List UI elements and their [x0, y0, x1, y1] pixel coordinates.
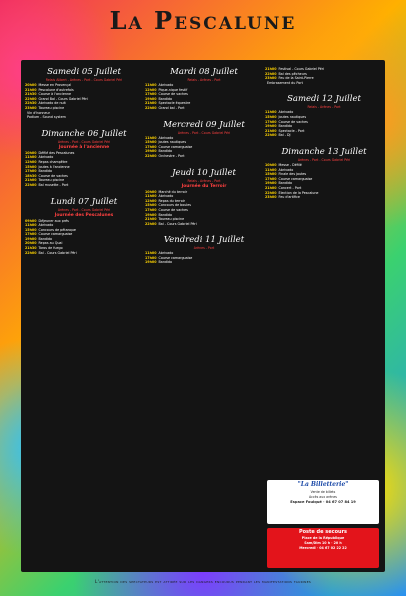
day-title: Mardi 08 Juillet [170, 67, 238, 77]
spacer [145, 159, 263, 165]
safety-footer: L'attention des spectateurs est attirée sur les dangers encourus pendant les manifestations taurines [94, 580, 312, 585]
event-name: Élection de la Pescalune [278, 190, 319, 195]
event-time: 11h00 [145, 83, 157, 87]
event-name: Course de vaches [38, 173, 68, 178]
event-time: 22h00 [145, 105, 157, 110]
event-name: Embrasement du Port [267, 80, 303, 85]
event-time: 15h00 [145, 203, 157, 208]
event-name: Défilé des Pescalunes [38, 150, 75, 155]
event-time: 23h00 [265, 76, 277, 81]
first-aid-box [267, 528, 379, 568]
event-name: Spectacle - Port [278, 128, 305, 133]
event-time: 10h00 [145, 189, 157, 194]
event-time: 17h00 [145, 255, 157, 260]
spacer [145, 111, 263, 117]
event-name: Vin d'honneur [27, 110, 50, 115]
spacer [265, 138, 383, 144]
event-name: Déjeuner aux prés [38, 218, 69, 223]
event-name: Abrivado [278, 110, 294, 115]
day-title: Mercredi 09 Juillet [163, 119, 245, 130]
day-section [145, 235, 263, 271]
day-title: Dimanche 06 Juillet [41, 128, 127, 139]
event-name: Joutes nautiques [158, 140, 187, 145]
event-time: 20h00 [25, 83, 37, 87]
event-time: 22h00 [25, 182, 37, 187]
first-aid-line: Mercredi · 04 67 02 22 22 [299, 546, 347, 550]
event-name: Feu de la Saint-Pierre [278, 76, 314, 81]
event-name: Bal - Cours Gabriel Péri [158, 221, 197, 226]
event-name: Course camarguaise [158, 255, 193, 260]
day-title: Jeudi 10 Juillet [172, 167, 236, 178]
event-time: 17h00 [25, 169, 37, 174]
event-time: 17h00 [25, 232, 37, 237]
event-time: 22h00 [265, 133, 277, 138]
event-time: 12h00 [25, 159, 37, 164]
day-title: Samedi 12 Juillet [287, 94, 361, 105]
event-time: 10h00 [25, 150, 37, 155]
day-section [145, 120, 263, 165]
billetterie-title: "La Billetterie" [297, 481, 349, 488]
event-name: Finale des joutes [278, 172, 307, 177]
day-theme: Journée à l'ancienne [58, 144, 110, 150]
event-name: Abrivado [158, 194, 174, 199]
day-venues: Arènes - Port [193, 246, 215, 251]
event-time: 18h30 [25, 173, 37, 178]
event-time: 15h00 [265, 114, 277, 119]
event-name: Bandido [158, 260, 173, 265]
event-name: Bandido [158, 149, 173, 154]
first-aid-line: Place de la République [301, 536, 345, 540]
day-venues: Arènes - Port - Cours Gabriel Péri [57, 139, 111, 144]
event-time: 22h30 [25, 101, 37, 106]
event-name: Bal musette - Port [38, 182, 69, 187]
event-name: Abrivado [38, 155, 54, 160]
event-name: Course camarguaise [278, 176, 313, 181]
spacer [25, 120, 143, 126]
billetterie-line: Accès aux arènes [309, 495, 337, 499]
event-name: Course de vaches [158, 92, 188, 97]
event-name: Joutes nautiques [278, 114, 307, 119]
event-name: Abrivado [38, 223, 54, 228]
event-time: 17h00 [145, 144, 157, 149]
day-venues: Relais - Arènes - Port [307, 105, 341, 110]
event-name: Repas du terroir [158, 198, 186, 203]
event-time: 09h00 [25, 218, 37, 223]
event-time: 22h00 [265, 190, 277, 195]
event-name: Bal - Cours Gabriel Péri [38, 250, 77, 255]
event-time: 12h00 [145, 198, 157, 203]
event-name: Abrivado [158, 83, 174, 87]
event-name: Bandido [278, 181, 293, 186]
spacer [145, 265, 263, 271]
day-section [25, 67, 143, 126]
event-name: Bandido [38, 169, 53, 174]
event-name: Spectacle équestre [158, 101, 191, 106]
event-name: Course de vaches [278, 119, 308, 124]
day-title: Dimanche 13 Juillet [281, 146, 367, 157]
event-name: Marché du terroir [158, 189, 188, 194]
day-section [25, 129, 143, 194]
event-time: 19h00 [145, 96, 157, 101]
event-name: Abrivado [158, 251, 174, 256]
event-name: Repas au Quai [38, 241, 63, 246]
day-section [265, 147, 383, 206]
event-time: 15h00 [25, 227, 37, 232]
event-time: 21h00 [25, 87, 37, 92]
event-name: Orchestre - Port [158, 153, 185, 158]
event-name: Course camarguaise [38, 232, 73, 237]
spacer [145, 226, 263, 232]
event-time: 22h00 [25, 250, 37, 255]
billetterie-line: Espace Foulqué · 04 67 07 84 19 [290, 500, 356, 504]
first-aid-line: Sam/Dim 10 h · 20 h [304, 541, 342, 545]
event-time: 17h00 [265, 119, 277, 124]
event-time: 11h00 [265, 110, 277, 115]
event-name: Grand Bal - Cours Gabriel Péri [38, 96, 88, 101]
event-name: Repas champêtre [38, 159, 68, 164]
spacer [25, 188, 143, 194]
event-time: 11h00 [145, 135, 157, 140]
event-name: Taureau piscine [158, 217, 185, 222]
event-time: 19h00 [145, 260, 157, 265]
first-aid-title: Poste de secours [298, 529, 348, 535]
day-venues: Arènes - Port - Cours Gabriel Péri [297, 157, 351, 162]
event-time: 11h00 [25, 223, 37, 228]
event-time: 21h30 [25, 92, 37, 97]
spacer [265, 85, 383, 91]
day-section [265, 67, 383, 91]
event-time: 11h00 [145, 251, 157, 256]
event-name: Course de vaches [158, 207, 188, 212]
event-time: 11h00 [265, 167, 277, 172]
poster-title: La Pescalune [109, 6, 297, 35]
day-section [25, 197, 143, 262]
event-time: 19h00 [265, 124, 277, 129]
event-name: Joutes à l'ancienne [38, 164, 70, 169]
event-name: Course à l'ancienne [38, 92, 72, 97]
event-time: 21h00 [265, 67, 277, 71]
program-board [21, 60, 385, 572]
day-section [265, 94, 383, 144]
event-name: Abrivado [158, 135, 174, 140]
event-name: Pescalune d'autrefois [38, 87, 74, 92]
event-time: 17h00 [145, 92, 157, 97]
column-1 [25, 64, 143, 261]
day-section [145, 168, 263, 233]
day-title: Lundi 07 Juillet [50, 196, 118, 207]
event-time: 21h00 [145, 101, 157, 106]
event-name: Bandido [158, 212, 173, 217]
event-name: Messe en Provençal [38, 83, 72, 87]
event-time: 22h00 [25, 96, 37, 101]
spacer [25, 255, 143, 261]
event-time: 22h00 [265, 71, 277, 76]
event-time: 22h00 [145, 221, 157, 226]
day-title: Samedi 05 Juillet [47, 67, 121, 77]
event-name: Bandido [158, 96, 173, 101]
event-name: Pique-nique festif [158, 87, 188, 92]
event-time: 20h00 [25, 241, 37, 246]
event-name: Bal des pêcheurs [278, 71, 307, 76]
day-venues: Arènes - Port - Cours Gabriel Péri [177, 130, 231, 135]
event-time: 22h00 [145, 153, 157, 158]
billetterie-box [267, 480, 379, 524]
event-name: Abrivado [278, 167, 294, 172]
event-name: Festival - Cours Gabriel Péri [278, 67, 325, 71]
spacer [265, 200, 383, 206]
day-venues: Relais - Arènes - Port [187, 78, 221, 82]
event-name: Concert - Port [278, 185, 302, 190]
day-venues: Relais Alibert - Arènes - Port - Cours Gabriel Péri [45, 78, 123, 82]
event-time: 15h00 [265, 172, 277, 177]
day-venues: Relais - Arènes - Port [187, 178, 221, 183]
event-time: 19h00 [25, 236, 37, 241]
event-name: Messe - Défilé [278, 162, 302, 167]
event-name: Taureau piscine [38, 105, 65, 110]
event-time: 15h00 [145, 140, 157, 145]
event-time: 17h00 [265, 176, 277, 181]
event-name: Concours de boules [158, 203, 192, 208]
day-section [145, 67, 263, 117]
day-venues: Arènes - Port - Cours Gabriel Péri [57, 207, 111, 212]
event-time: 10h00 [265, 162, 277, 167]
day-theme: Journée des Pescalunes [54, 212, 114, 218]
event-time: 23h00 [25, 105, 37, 110]
event-time: 12h00 [145, 87, 157, 92]
event-time: 21h30 [25, 246, 37, 251]
event-time: 23h00 [265, 195, 277, 200]
event-name: Bandido [38, 236, 53, 241]
event-name: Bandido [278, 124, 293, 129]
event-time: 21h00 [265, 128, 277, 133]
event-name: Toros de fuego [38, 246, 63, 251]
event-time: 19h00 [145, 212, 157, 217]
event-time: 19h00 [265, 181, 277, 186]
column-2 [145, 64, 263, 271]
event-time: 17h00 [145, 207, 157, 212]
event-name: Grand bal - Port [158, 105, 185, 110]
event-name: Feu d'artifice [278, 195, 300, 200]
event-name: Concours de pétanque [38, 227, 76, 232]
event-time: 11h00 [145, 194, 157, 199]
event-time: 15h00 [25, 164, 37, 169]
event-name: Course camarguaise [158, 144, 193, 149]
column-3 [265, 64, 383, 206]
event-time: 11h00 [25, 155, 37, 160]
event-name: Bal - DJ [278, 133, 291, 138]
event-name: Podium - Sound system [27, 115, 66, 120]
day-theme: Journée du Terroir [181, 183, 227, 189]
event-name: Abrivado de nuit [38, 101, 66, 106]
billetterie-line: Vente de billets [310, 490, 336, 494]
event-time: 21h00 [25, 178, 37, 183]
event-time: 21h00 [265, 185, 277, 190]
day-title: Vendredi 11 Juillet [163, 235, 245, 246]
event-time: 21h00 [145, 217, 157, 222]
event-name: Taureau piscine [38, 178, 65, 183]
event-time: 19h00 [145, 149, 157, 154]
